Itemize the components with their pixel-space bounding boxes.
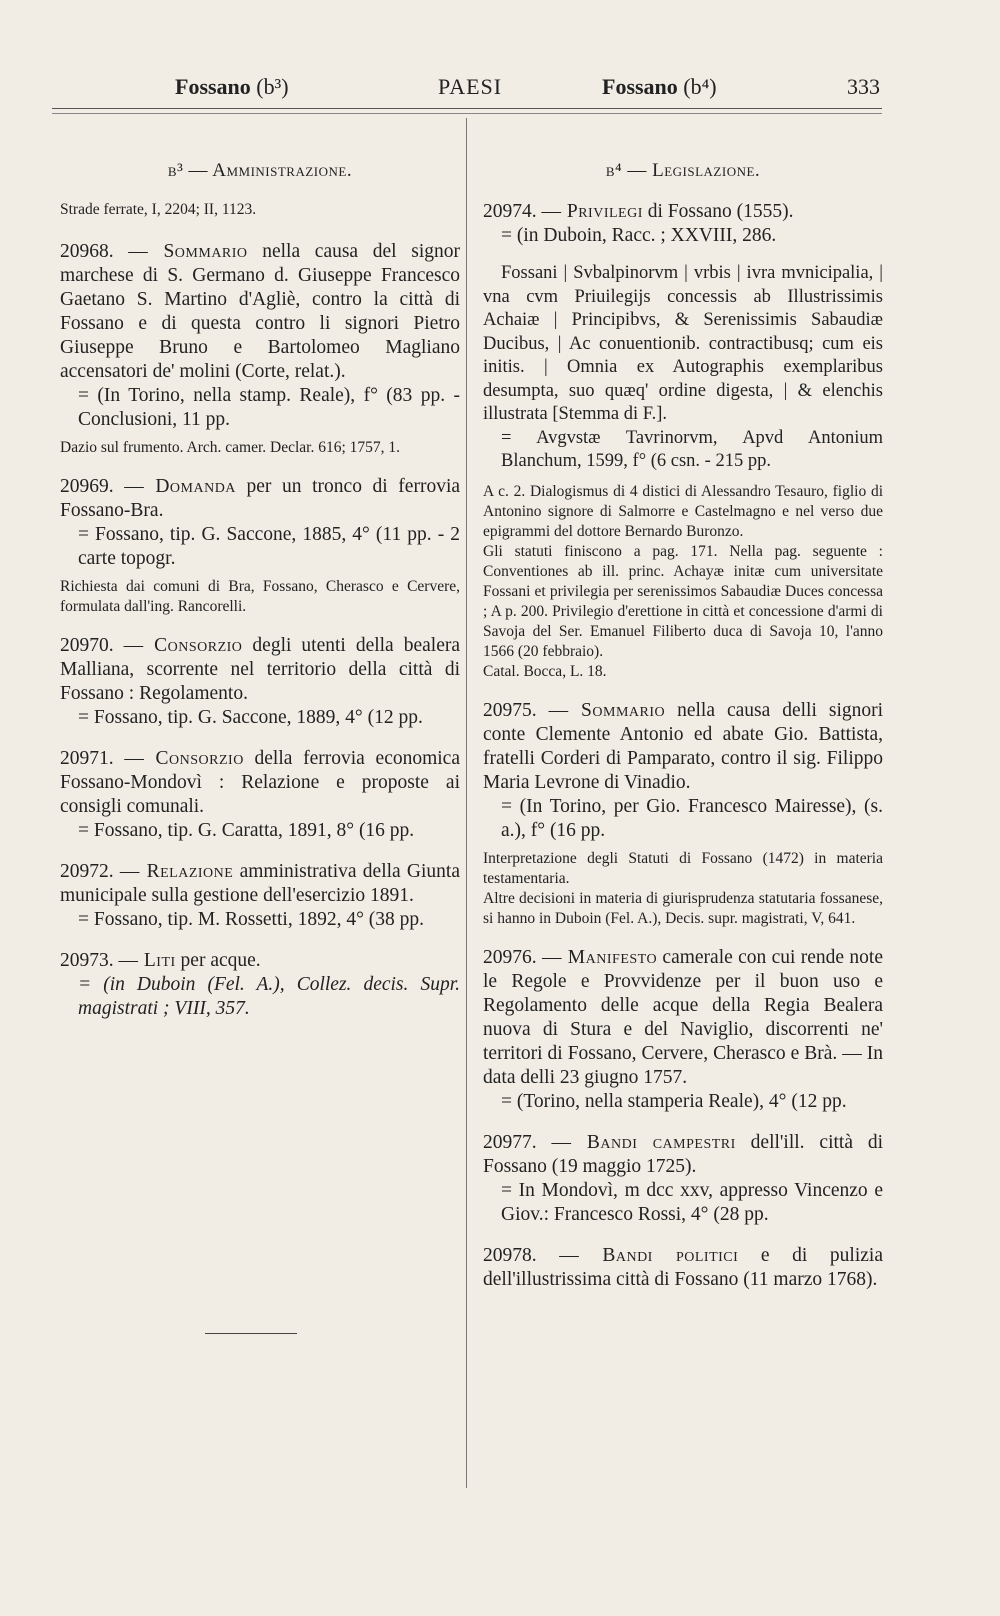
running-head-center: PAESI <box>438 74 503 99</box>
section-note: Strade ferrate, I, 2204; II, 1123. <box>60 201 257 218</box>
entry-number: 20973. <box>60 950 114 971</box>
entry-text: e di pulizia dell'illustrissima città di Fossano (11 marzo 1768). <box>483 1244 883 1290</box>
entry-20975 <box>483 699 883 929</box>
right-column <box>483 160 883 1309</box>
entry-number: 20977. <box>483 1131 537 1153</box>
entry-note: Interpretazione degli Statuti di Fossano (1472) in materia testamentaria. <box>483 849 883 887</box>
header-rule-second <box>52 113 882 114</box>
entry-note: Richiesta dai comuni di Bra, Fossano, Cherasco e Cervere, formulata dall'ing. Rancorelli. <box>60 578 460 615</box>
entry-number: 20971. <box>60 748 114 769</box>
entry-20968 <box>60 240 460 458</box>
entry-20977 <box>483 1131 883 1227</box>
entry-imprint: = In Mondovì, m dcc xxv, appresso Vincenzo e Giov.: Francesco Rossi, 4° (28 pp. <box>501 1179 883 1225</box>
entry-title: — Bandi campestri <box>551 1131 736 1153</box>
entry-20973 <box>60 949 460 1021</box>
entry-text: della ferrovia economica Fossano-Mondovì : Relazione e proposte ai consigli comunali. <box>60 748 460 817</box>
running-head-left-sub: (b³) <box>256 74 289 99</box>
entry-imprint: = (In Torino, per Gio. Francesco Mairesse), (s. a.), f° (16 pp. <box>501 795 883 841</box>
entry-imprint: = Fossano, tip. G. Saccone, 1889, 4° (12 pp. <box>78 707 423 728</box>
entry-number: 20969. <box>60 476 114 497</box>
entry-imprint: = Fossano, tip. G. Saccone, 1885, 4° (11 pp. - 2 carte topogr. <box>78 524 460 569</box>
entry-title: — Consorzio <box>124 748 244 769</box>
running-head-left-name: Fossano <box>175 74 251 99</box>
title-transcription: Fossani | Svbalpinorvm | vrbis | ivra mvnicipalia, | vna cvm Priuilegijs concessis ab Illustrissimis Achaiæ | Principibvs, & Serenissimis Sabaudiæ Ducibus, | Ac conuentionib. contractibusq; cum eis initis. | Omnia ex Autographis exemplaribus desumpta, suo quæq' ordine digesta, | & elenchis illustrata [Stemma di F.]. <box>483 263 883 424</box>
entry-imprint: = Fossano, tip. M. Rossetti, 1892, 4° (38 pp. <box>78 909 424 930</box>
entry-number: 20972. <box>60 861 114 882</box>
entry-text: per acque. <box>180 950 261 971</box>
left-column <box>60 160 460 1038</box>
entry-title: — Bandi politici <box>559 1244 739 1266</box>
entry-imprint: = (in Duboin (Fel. A.), Collez. decis. Supr. magistrati ; VIII, 357. <box>78 974 460 1019</box>
entry-title: — Liti <box>118 950 176 971</box>
entry-note: Gli statuti finiscono a pag. 171. Nella pag. seguente : Conventiones ab ill. princ. Achayæ initæ cum universitate Fossani et privilegia per serenissimos Sabaudiæ Duces concessa ; A p. 200. Privilegio d'erettione in città et concessione d'armi di Savoja del Ser. Emanuel Filiberto duca di Savoja 10, l'anno 1566 (20 febbraio). <box>483 542 883 660</box>
entry-20969 <box>60 475 460 617</box>
entry-20976 <box>483 946 883 1114</box>
entry-title: — Consorzio <box>123 635 243 656</box>
entry-number: 20976. <box>483 946 537 968</box>
entry-number: 20974. <box>483 201 537 222</box>
section-heading: b³ — Amministrazione. <box>167 160 353 181</box>
entry-number: 20968. <box>60 241 114 262</box>
entry-text: di Fossano (1555). <box>647 201 794 222</box>
entry-text: nella causa delli signori conte Clemente Antonio ed abate Gio. Battista, fratelli Corderi di Pamparato, contro il sig. Filippo Maria Levrone di Vinadio. <box>483 699 884 793</box>
entry-20970 <box>60 634 460 730</box>
entry-number: 20975. <box>483 699 537 721</box>
entry-text: per un tronco di ferrovia Fossano-Bra. <box>60 476 461 521</box>
running-head-right-sub: (b⁴) <box>683 74 717 99</box>
running-head-right <box>602 74 717 100</box>
entry-number: 20970. <box>60 635 114 656</box>
entry-title: — Sommario <box>128 241 248 262</box>
entry-20972 <box>60 860 460 932</box>
entry-title: — Privilegi <box>541 201 643 222</box>
entry-note: Dazio sul frumento. Arch. camer. Declar. 616; 1757, 1. <box>60 439 401 456</box>
column-divider <box>466 118 467 1488</box>
entry-note: Catal. Bocca, L. 18. <box>483 662 607 680</box>
entry-note: Altre decisioni in materia di giurisprudenza statutaria fossanese, si hanno in Duboin (Fel. A.), Decis. supr. magistrati, V, 641. <box>483 889 883 927</box>
entry-20978 <box>483 1244 883 1292</box>
entry-20974 <box>483 200 883 682</box>
page-number: 333 <box>847 74 880 99</box>
entry-imprint: = (Torino, nella stamperia Reale), 4° (12 pp. <box>501 1090 847 1112</box>
entry-text: dell'ill. città di Fossano (19 maggio 1725). <box>483 1131 884 1177</box>
entry-text: degli utenti della bealera Malliana, scorrente nel territorio della città di Fossano : Regolamento. <box>60 635 460 704</box>
running-head-right-name: Fossano <box>602 74 678 99</box>
page-header <box>55 74 880 110</box>
header-rule <box>52 108 882 109</box>
entry-imprint-second: = Avgvstæ Tavrinorvm, Apvd Antonium Blanchum, 1599, f° (6 csn. - 215 pp. <box>501 427 883 471</box>
entry-20971 <box>60 747 460 843</box>
entry-title: — Domanda <box>124 476 236 497</box>
entry-imprint: = Fossano, tip. G. Caratta, 1891, 8° (16 pp. <box>78 820 415 841</box>
entry-text: nella causa del signor marchese di S. Germano d. Giuseppe Francesco Gaetano S. Martino d'Agliè, contro la città di Fossano e di questa contro li signori Pietro Giuseppe Bruno e Bartolomeo Magliano accensatori de' molini (Corte, relat.). <box>60 241 460 382</box>
entry-title: — Relazione <box>119 861 234 882</box>
entry-imprint: = (in Duboin, Racc. ; XXVIII, 286. <box>501 225 777 246</box>
section-heading: b⁴ — Legislazione. <box>605 160 761 181</box>
entry-imprint: = (In Torino, nella stamp. Reale), f° (83 pp. - Conclusioni, 11 pp. <box>78 385 460 430</box>
entry-title: — Sommario <box>548 699 666 721</box>
entry-title: — Manifesto <box>541 946 658 968</box>
entry-text: amministrativa della Giunta municipale sulla gestione dell'esercizio 1891. <box>60 861 460 906</box>
entry-note: A c. 2. Dialogismus di 4 distici di Alessandro Tesauro, figlio di Antonino signore di Salmorre e Castelmagno e nel verso due epigrammi del dottore Bernardo Buronzo. <box>483 482 883 540</box>
column-end-rule <box>205 1333 297 1334</box>
entry-text: camerale con cui rende note le Regole e Provvidenze per il buon uso e Regolamento delle acque della Regia Bealera nuova di Stura e del Naviglio, discorrenti ne' territori di Fossano, Cervere, Cherasco e Brà. — In data delli 23 giugno 1757. <box>483 946 883 1088</box>
entry-number: 20978. <box>483 1244 537 1266</box>
running-head-left <box>175 74 289 100</box>
